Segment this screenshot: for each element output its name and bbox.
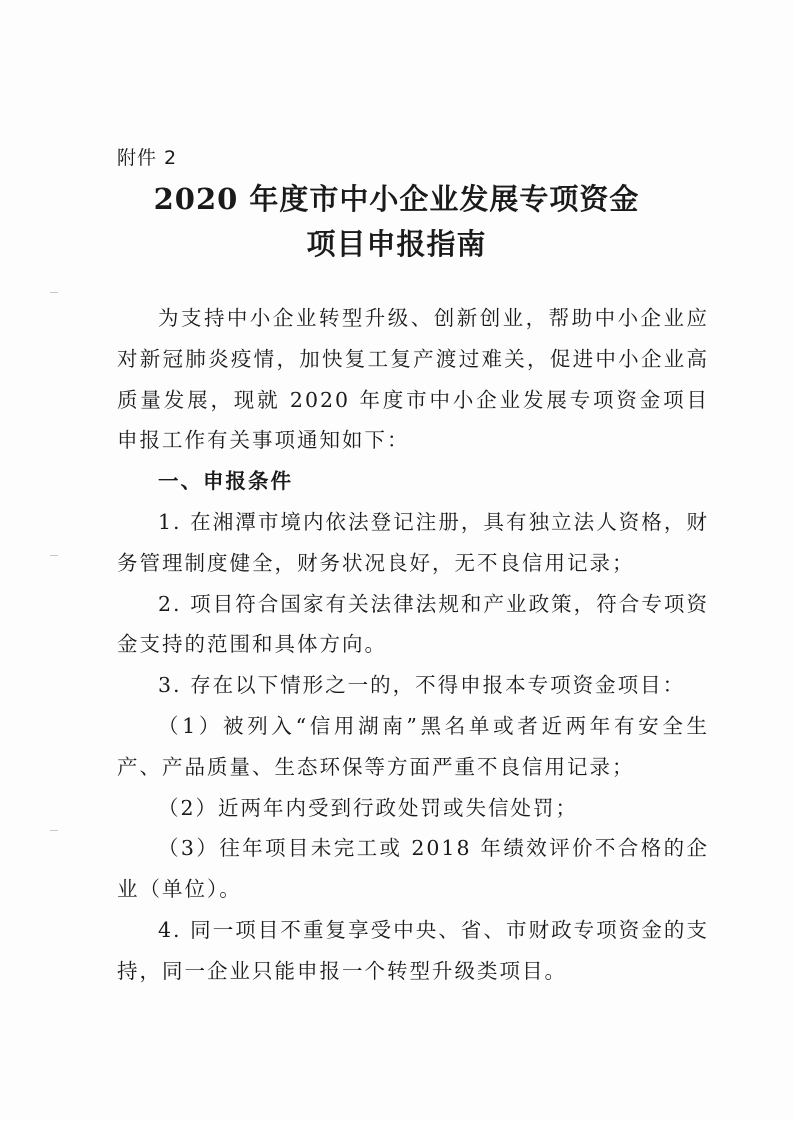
- attachment-label: 附件 2: [117, 147, 178, 169]
- document-title-line2: 项目申报指南: [306, 227, 487, 261]
- condition-3-item-1: （1）被列入“信用湖南”黑名单或者近两年有安全生产、产品质量、生态环保等方面严重不良信用记录；: [117, 713, 709, 779]
- condition-1: 1. 在湘潭市境内依法登记注册，具有独立法人资格，财务管理制度健全，财务状况良好，无不良信用记录；: [117, 509, 709, 575]
- scan-mark: [50, 292, 58, 293]
- condition-3-item-3: （3）往年项目未完工或 2018 年绩效评价不合格的企业（单位）。: [117, 836, 709, 902]
- intro-paragraph: 为支持中小企业转型升级、创新创业，帮助中小企业应对新冠肺炎疫情，加快复工复产渡过难关，促进中小企业高质量发展，现就 2020 年度市中小企业发展专项资金项目申报工作有关事项通知如下：: [117, 306, 709, 453]
- document-body: [117, 298, 709, 992]
- condition-2: 2. 项目符合国家有关法律法规和产业政策，符合专项资金支持的范围和具体方向。: [117, 591, 709, 657]
- condition-4: 4. 同一项目不重复享受中央、省、市财政专项资金的支持，同一企业只能申报一个转型升级类项目。: [117, 917, 709, 983]
- section-heading-conditions: 一、申报条件: [158, 469, 293, 494]
- scan-mark: [50, 830, 58, 831]
- scan-mark: [50, 555, 58, 556]
- condition-3: 3. 存在以下情形之一的，不得申报本专项资金项目：: [158, 673, 686, 698]
- document-title-line1: 2020 年度市中小企业发展专项资金: [153, 182, 640, 216]
- condition-3-item-2: （2）近两年内受到行政处罚或失信处罚；: [158, 795, 579, 820]
